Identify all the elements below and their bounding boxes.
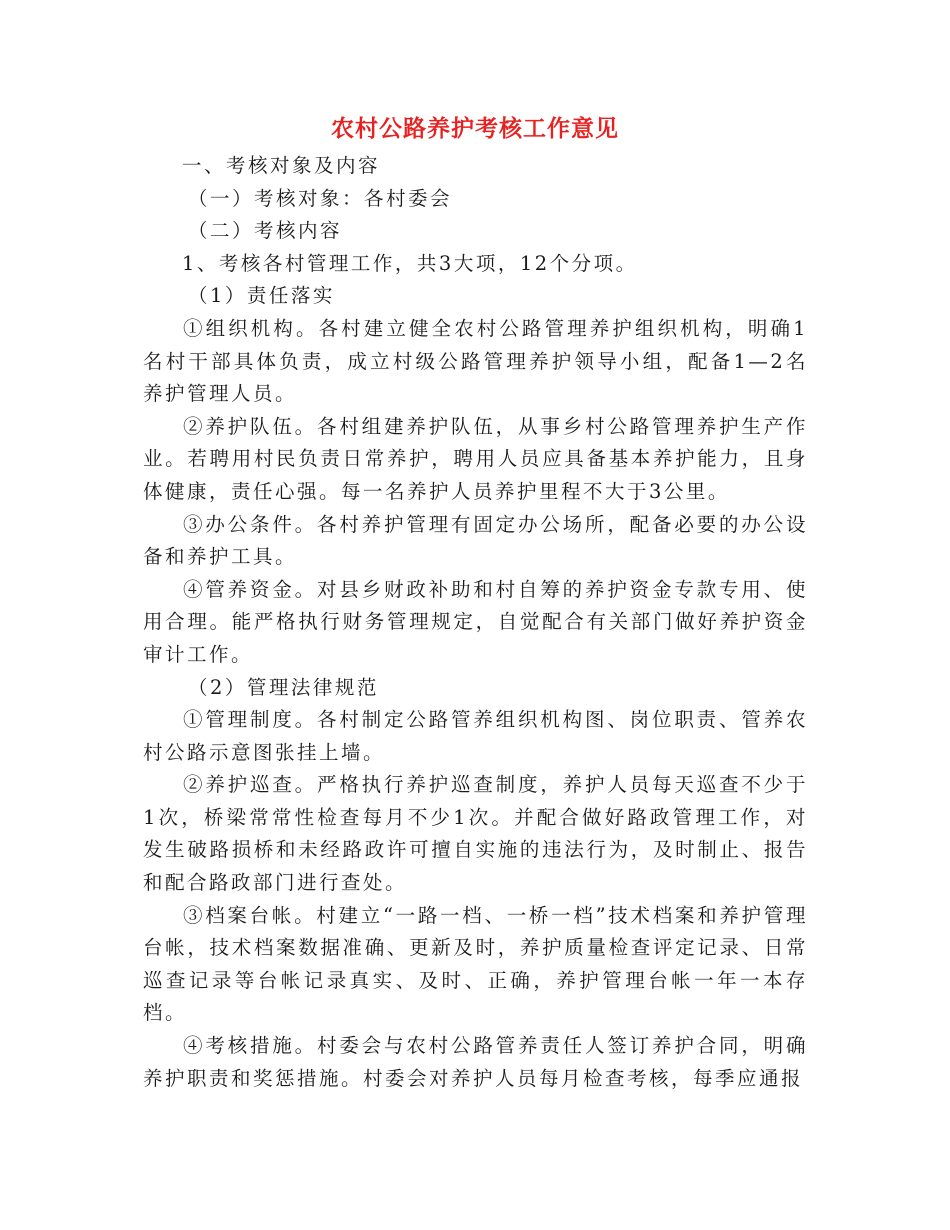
paragraph: ②养护队伍。各村组建养护队伍，从事乡村公路管理养护生产作业。若聘用村民负责日常养护，聘用人员应具备基本养护能力，且身体健康，责任心强。每一名养护人员养护里程不大于3公里。 xyxy=(143,414,808,503)
paragraph: ①组织机构。各村建立健全农村公路管理养护组织机构，明确1名村干部具体负责，成立村级公路管理养护领导小组，配备1—2名养护管理人员。 xyxy=(143,316,808,406)
subsection-heading: （一）考核对象：各村委会 xyxy=(188,186,453,210)
paragraph: ④管养资金。对县乡财政补助和村自筹的养护资金专款专用、使用合理。能严格执行财务管理规定，自觉配合有关部门做好养护资金审计工作。 xyxy=(143,577,808,666)
paragraph: ①管理制度。各村制定公路管养组织机构图、岗位职责、管养农村公路示意图张挂上墙。 xyxy=(143,708,808,764)
paragraph: ④考核措施。村委会与农村公路管养责任人签订养护合同，明确养护职责和奖惩措施。村委会对养护人员每月检查考核，每季应通报 xyxy=(143,1034,808,1090)
paragraph: ③办公条件。各村养护管理有固定办公场所，配备必要的办公设备和养护工具。 xyxy=(143,512,808,569)
paragraph: ②养护巡查。严格执行养护巡查制度，养护人员每天巡查不少于1次，桥梁常常性检查每月不少1次。并配合做好路政管理工作，对发生破路损桥和未经路政许可擅自实施的违法行为，及时制止、报告和配合路政部门进行查处。 xyxy=(143,773,808,895)
paragraph: ③档案台帐。村建立“一路一档、一桥一档”技术档案和养护管理台帐，技术档案数据准确、更新及时，养护质量检查评定记录、日常巡查记录等台帐记录真实、及时、正确，养护管理台帐一年一本存档。 xyxy=(143,903,808,1025)
section-heading: 一、考核对象及内容 xyxy=(182,154,381,177)
document-title: 农村公路养护考核工作意见 xyxy=(331,115,619,142)
item-heading: （2）管理法律规范 xyxy=(188,675,379,699)
document-body xyxy=(143,150,808,1095)
paragraph: 1、考核各村管理工作，共3大项，12个分项。 xyxy=(182,251,638,275)
subsection-heading: （二）考核内容 xyxy=(188,219,343,243)
item-heading: （1）责任落实 xyxy=(188,284,335,308)
